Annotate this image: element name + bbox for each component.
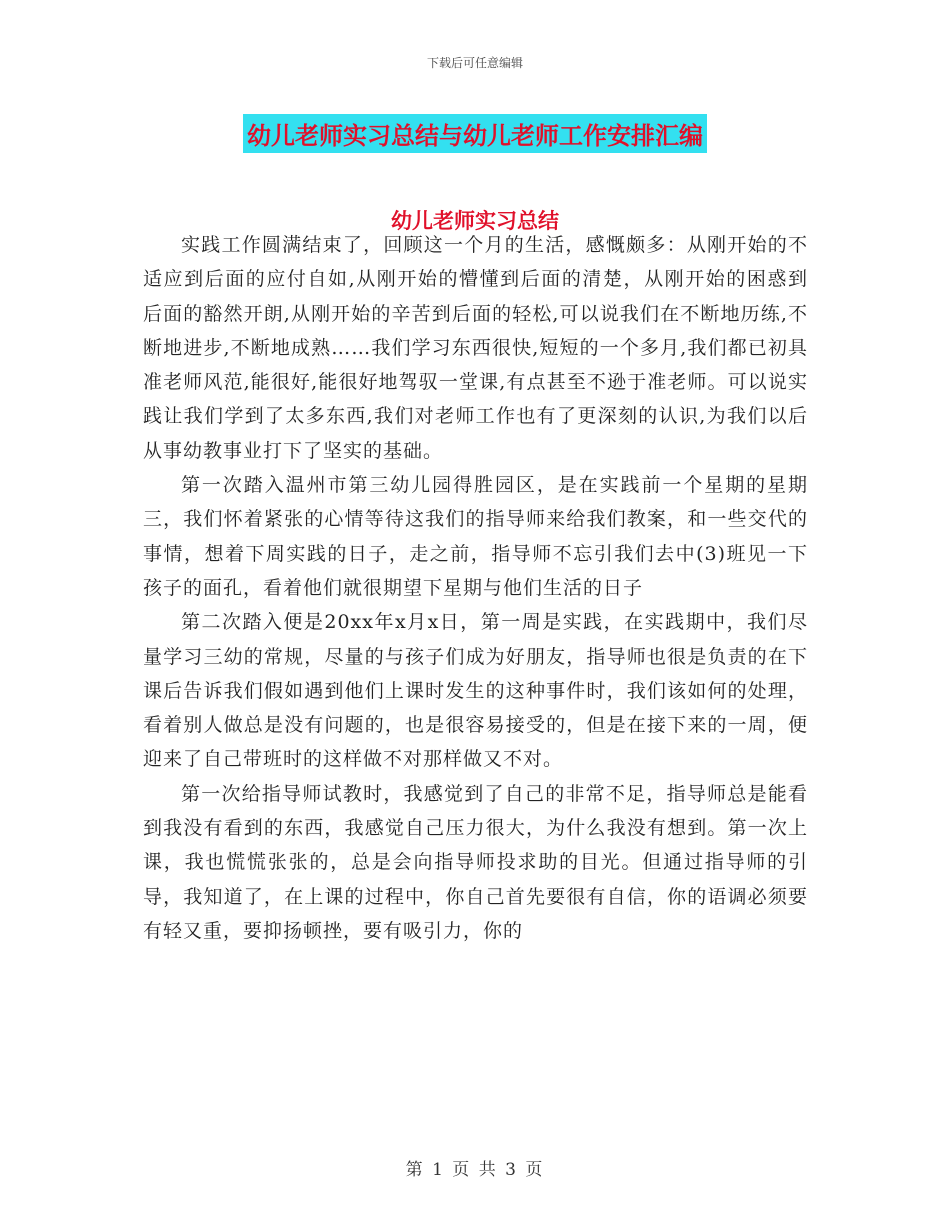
header-note: 下载后可任意编辑 xyxy=(426,56,523,70)
paragraph: 第一次给指导师试教时，我感觉到了自己的非常不足，指导师总是能看到我没有看到的东西，我感觉自己压力很大，为什么我没有想到。第一次上课，我也慌慌张张的，总是会向指导师投求助的目光。但通过指导师的引导，我知道了，在上课的过程中，你自己首先要很有自信，你的语调必须要有轻又重，要抑扬顿挫，要有吸引力，你的 xyxy=(143,782,808,942)
paragraph: 第一次踏入温州市第三幼儿园得胜园区，是在实践前一个星期的星期三，我们怀着紧张的心情等待这我们的指导师来给我们教案，和一些交代的事情，想着下周实践的日子，走之前，指导师不忘引我们去中(3)班见一下孩子的面孔，看着他们就很期望下星期与他们生活的日子 xyxy=(143,474,808,599)
page-number: 第 1 页 共 3 页 xyxy=(405,1160,545,1180)
document-title-container xyxy=(0,114,950,153)
section-title: 幼儿老师实习总结 xyxy=(391,208,559,233)
paragraph: 实践工作圆满结束了，回顾这一个月的生活，感慨颇多：从刚开始的不适应到后面的应付自如,从刚开始的懵懂到后面的清楚，从刚开始的困惑到后面的豁然开朗,从刚开始的辛苦到后面的轻松,可以说我们在不断地历练,不断地进步,不断地成熟……我们学习东西很快,短短的一个多月,我们都已初具准老师风范,能很好,能很好地驾驭一堂课,有点甚至不逊于准老师。可以说实践让我们学到了太多东西,我们对老师工作也有了更深刻的认识,为我们以后从事幼教事业打下了坚实的基础。 xyxy=(143,234,808,462)
paragraph: 第二次踏入便是20xx年x月x日，第一周是实践，在实践期中，我们尽量学习三幼的常规，尽量的与孩子们成为好朋友，指导师也很是负责的在下课后告诉我们假如遇到他们上课时发生的这种事件时，我们该如何的处理，看着别人做总是没有问题的，也是很容易接受的，但是在接下来的一周，便迎来了自己带班时的这样做不对那样做又不对。 xyxy=(143,611,808,771)
document-body xyxy=(143,228,808,948)
document-title: 幼儿老师实习总结与幼儿老师工作安排汇编 xyxy=(243,114,707,153)
